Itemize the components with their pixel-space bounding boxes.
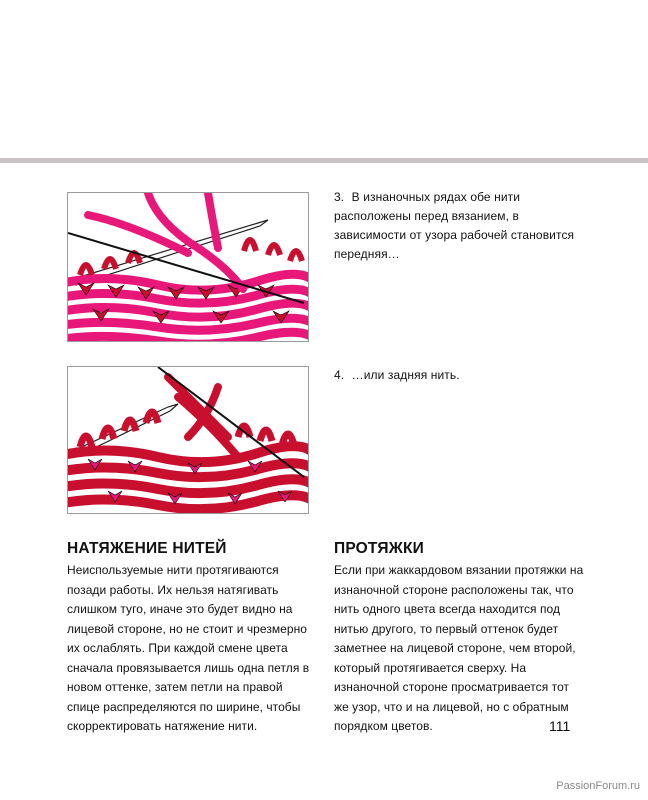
knitting-figure-4: [67, 366, 309, 514]
caption-text: …или задняя нить.: [351, 368, 460, 382]
page-number: 111: [549, 718, 571, 734]
section-heading: ПРОТЯЖКИ: [334, 540, 424, 557]
section-body: Неиспользуемые нити протягиваются позади работы. Их нельзя натягивать слишком туго, иначе это будет видно на лицевой стороне, но не стоит и чрезмерно их ослаблять. При каждой смене цвета сначала провязывается лишь одна петля в новом оттенке, затем петли на правой спице распределяются по ширине, чтобы скорректировать натяжение нити.: [67, 563, 310, 733]
knitting-illustration-3: [68, 193, 308, 341]
knitting-illustration-4: [68, 367, 308, 513]
section-heading: НАТЯЖЕНИЕ НИТЕЙ: [67, 540, 227, 557]
caption-step-4: [334, 366, 584, 385]
section-floats: [334, 540, 584, 737]
caption-number: 4.: [334, 368, 345, 382]
caption-step-3: [334, 188, 584, 264]
caption-number: 3.: [334, 190, 345, 204]
section-body: Если при жаккардовом вязании протяжки на изнаночной стороне расположены так, что нить одного цвета всегда находится под нитью другого, то первый оттенок будет заметнее на лицевой стороне, чем второй, который протягивается сверху. На изнаночной стороне просматривается тот же узор, что и на лицевой, но с обратным порядком цветов.: [334, 563, 584, 733]
section-tension: [67, 540, 312, 737]
knitting-figure-3: [67, 192, 309, 342]
caption-text: В изнаночных рядах обе нити расположены перед вязанием, в зависимости от узора рабочей становится передняя…: [334, 190, 575, 261]
top-rule: [0, 158, 648, 163]
watermark: PassionForum.ru: [556, 780, 640, 792]
